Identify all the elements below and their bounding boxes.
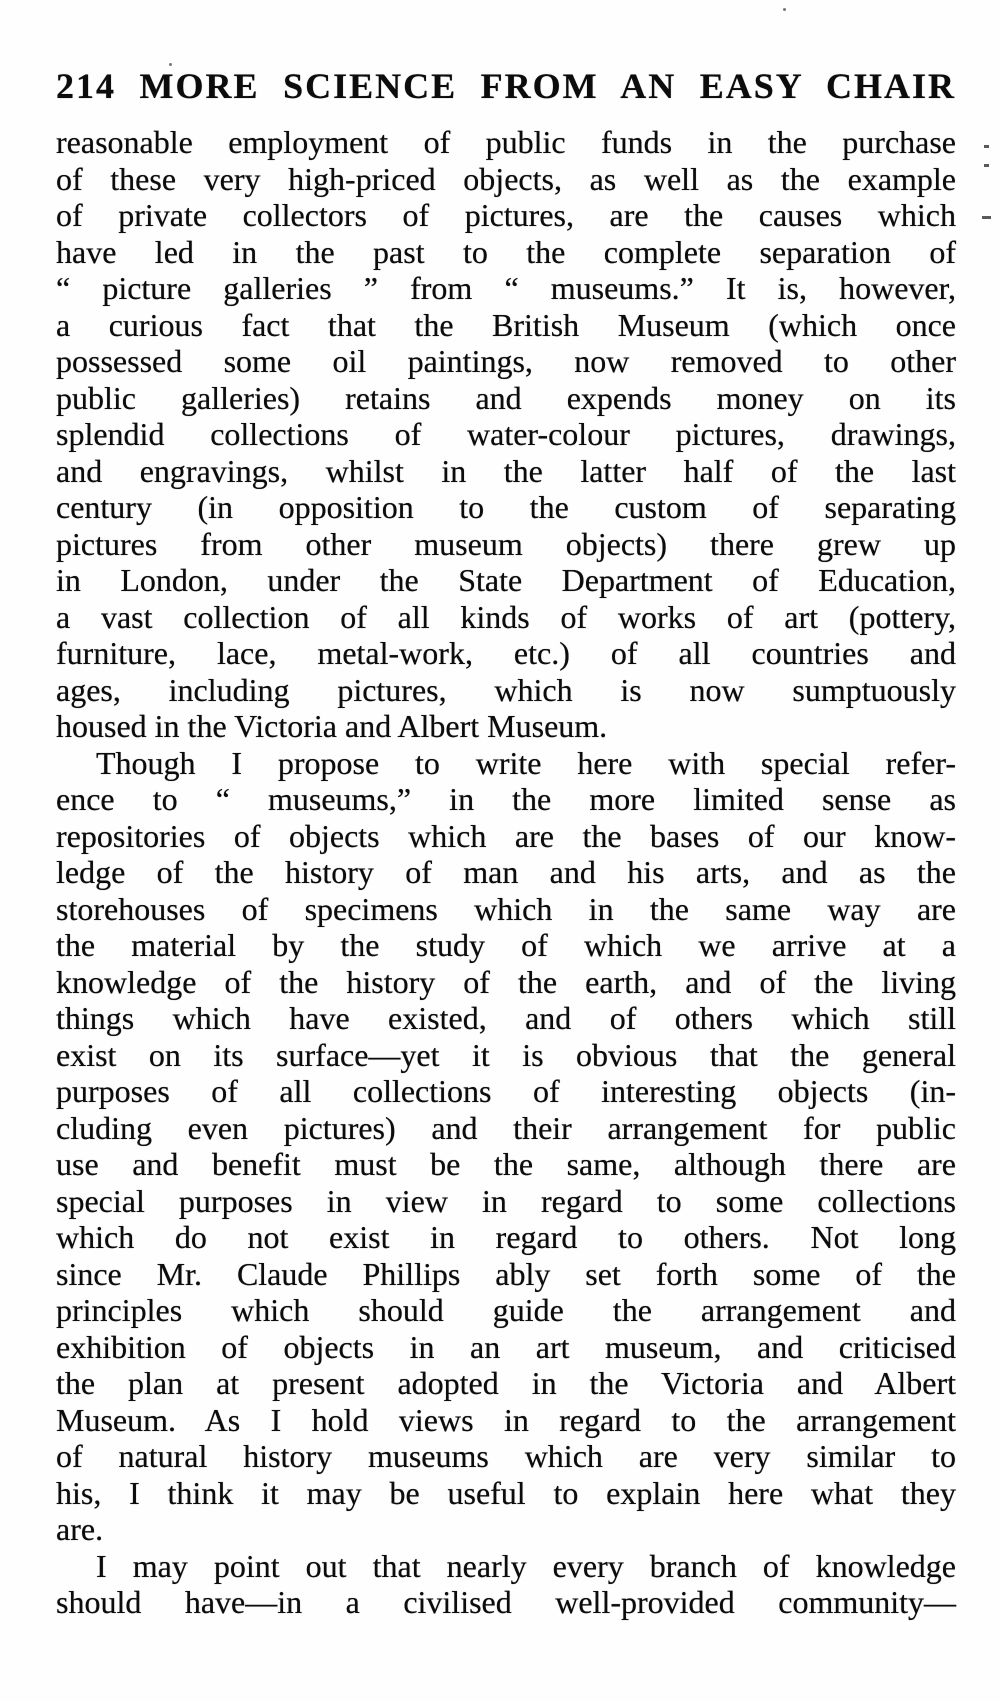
text-line: “ picture galleries ” from “ museums.” It is, however,: [56, 270, 956, 306]
text-line: repositories of objects which are the bases of our know-: [56, 817, 956, 854]
text-line: ages, including pictures, which is now sumptuously: [56, 671, 956, 708]
body-text: [56, 124, 956, 1621]
text-line: storehouses of specimens which in the same way are: [56, 890, 956, 927]
text-line: possessed some oil paintings, now removed to other: [56, 343, 956, 379]
text-line: housed in the Victoria and Albert Museum.: [56, 708, 608, 744]
scan-mark: [984, 145, 989, 148]
text-line: I may point out that nearly every branch of knowledge: [96, 1547, 956, 1584]
text-line: and engravings, whilst in the latter half of the last: [56, 452, 956, 489]
text-line: Though I propose to write here with special refer-: [96, 744, 956, 781]
text-line: Museum. As I hold views in regard to the arrangement: [56, 1401, 956, 1438]
text-line: public galleries) retains and expends money on its: [56, 379, 956, 416]
running-head: [56, 66, 956, 106]
text-line: since Mr. Claude Phillips ably set forth some of the: [56, 1255, 956, 1292]
text-line: exhibition of objects in an art museum, and criticised: [56, 1328, 956, 1365]
text-line: special purposes in view in regard to some collections: [56, 1182, 956, 1219]
text-line: purposes of all collections of interesting objects (in-: [56, 1073, 956, 1109]
text-line: the plan at present adopted in the Victoria and Albert: [56, 1365, 956, 1401]
paragraph: [56, 124, 956, 745]
text-line: a curious fact that the British Museum (which once: [56, 306, 956, 343]
text-line: the material by the study of which we arrive at a: [56, 927, 956, 963]
text-line: cluding even pictures) and their arrangement for public: [56, 1109, 956, 1146]
text-line: are.: [56, 1511, 104, 1547]
text-line: pictures from other museum objects) there grew up: [56, 525, 956, 562]
scan-speck: [169, 63, 172, 66]
text-line: in London, under the State Department of Education,: [56, 562, 956, 598]
page-number: 214: [56, 66, 116, 106]
text-line: of these very high-priced objects, as well as the example: [56, 160, 956, 197]
text-line: furniture, lace, metal-work, etc.) of all countries and: [56, 635, 956, 671]
scan-speck: [783, 8, 786, 11]
text-line: knowledge of the history of the earth, and of the living: [56, 963, 956, 1000]
scan-mark: [982, 216, 991, 219]
text-line: his, I think it may be useful to explain here what they: [56, 1474, 956, 1511]
text-line: ledge of the history of man and his arts, and as the: [56, 854, 956, 890]
text-line: use and benefit must be the same, although there are: [56, 1146, 956, 1182]
text-line: ence to “ museums,” in the more limited sense as: [56, 781, 956, 817]
running-title: MORE SCIENCE FROM AN EASY CHAIR: [139, 66, 956, 106]
text-line: which do not exist in regard to others. Not long: [56, 1219, 956, 1255]
text-line: reasonable employment of public funds in the purchase: [56, 124, 956, 160]
text-line: of private collectors of pictures, are the causes which: [56, 197, 956, 233]
scan-mark: [984, 164, 989, 167]
text-line: of natural history museums which are very similar to: [56, 1438, 956, 1474]
text-line: things which have existed, and of others which still: [56, 1000, 956, 1036]
text-line: principles which should guide the arrangement and: [56, 1292, 956, 1328]
text-line: splendid collections of water-colour pictures, drawings,: [56, 416, 956, 452]
text-line: century (in opposition to the custom of separating: [56, 489, 956, 525]
text-line: should have—in a civilised well-provided community—: [56, 1584, 956, 1620]
text-line: a vast collection of all kinds of works of art (pottery,: [56, 598, 956, 635]
text-line: have led in the past to the complete separation of: [56, 233, 956, 270]
text-line: exist on its surface—yet it is obvious that the general: [56, 1036, 956, 1073]
paragraph: [56, 1548, 956, 1621]
paragraph: [56, 745, 956, 1548]
